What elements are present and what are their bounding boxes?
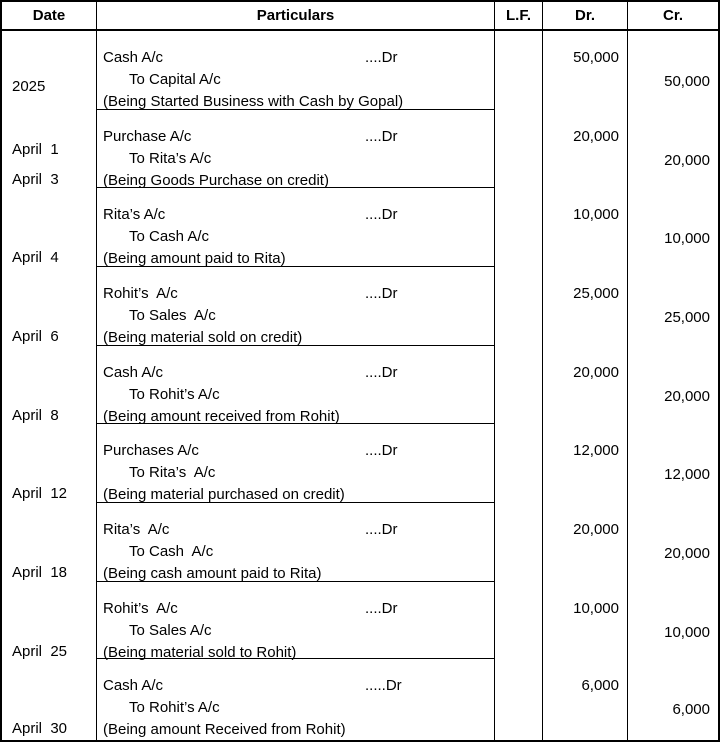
credit-line: To Sales A/c <box>129 307 216 324</box>
credit-line: To Cash A/c <box>129 543 214 560</box>
journal-entry <box>2 188 718 267</box>
date-cell <box>2 346 97 424</box>
entry-date: April 6 <box>12 328 59 345</box>
header-cr: Cr. <box>662 7 683 24</box>
journal-entry <box>2 424 718 503</box>
debit-amount: 25,000 <box>543 267 628 346</box>
narration: (Being amount Received from Rohit) <box>103 721 346 738</box>
debit-account: Cash A/c <box>103 677 164 694</box>
debit-amount: 50,000 <box>543 31 628 110</box>
entry-date: April 12 <box>12 485 68 502</box>
debit-amount: 10,000 <box>543 582 628 659</box>
narration: (Being Started Business with Cash by Gopal) <box>103 93 404 110</box>
dr-suffix: ....Dr <box>365 442 398 459</box>
date-cell <box>2 110 97 188</box>
entry-date: April 30 <box>12 720 68 737</box>
debit-account: Rohit’s A/c <box>103 600 178 617</box>
debit-line <box>103 598 494 620</box>
particulars-cell <box>97 110 495 188</box>
dr-suffix: ....Dr <box>365 49 398 66</box>
particulars-cell <box>97 582 495 659</box>
credit-amount: 10,000 <box>664 624 710 641</box>
particulars-cell <box>97 267 495 346</box>
debit-amount: 20,000 <box>543 503 628 582</box>
dr-suffix: .....Dr <box>365 677 402 694</box>
journal-entry <box>2 659 718 740</box>
dr-suffix: ....Dr <box>365 206 398 223</box>
narration: (Being amount received from Rohit) <box>103 408 340 425</box>
narration: (Being material purchased on credit) <box>103 486 345 503</box>
debit-account: Rita’s A/c <box>103 206 166 223</box>
debit-account: Rohit’s A/c <box>103 285 178 302</box>
header-particulars: Particulars <box>97 2 495 29</box>
entry-date: April 1 <box>12 141 59 158</box>
debit-account: Rita’s A/c <box>103 521 170 538</box>
credit-line: To Rita’s A/c <box>129 464 216 481</box>
lf-cell <box>495 188 543 267</box>
debit-amount: 6,000 <box>543 659 628 740</box>
entry-date: April 25 <box>12 643 68 660</box>
lf-cell <box>495 110 543 188</box>
dr-suffix: ....Dr <box>365 128 398 145</box>
credit-amount: 25,000 <box>664 309 710 326</box>
entry-year: 2025 <box>12 78 46 95</box>
date-cell <box>2 31 97 158</box>
date-cell <box>2 582 97 659</box>
header-lf: L.F. <box>495 2 543 29</box>
debit-line <box>103 126 494 148</box>
credit-line: To Capital A/c <box>129 71 221 88</box>
debit-line <box>103 519 494 541</box>
date-cell <box>2 503 97 582</box>
credit-amount: 20,000 <box>664 388 710 405</box>
date-cell <box>2 188 97 267</box>
debit-account: Purchase A/c <box>103 128 192 145</box>
lf-cell <box>495 346 543 424</box>
lf-cell <box>495 659 543 740</box>
credit-amount: 50,000 <box>664 73 710 90</box>
dr-suffix: ....Dr <box>365 364 398 381</box>
credit-amount: 20,000 <box>664 152 710 169</box>
narration: (Being material sold on credit) <box>103 329 303 346</box>
debit-line <box>103 47 494 69</box>
credit-line: To Cash A/c <box>129 228 210 245</box>
debit-line <box>103 675 494 697</box>
header-dr: Dr. <box>543 2 628 29</box>
particulars-cell <box>97 503 495 582</box>
date-cell <box>2 267 97 346</box>
date-cell <box>2 424 97 503</box>
credit-amount: 12,000 <box>664 466 710 483</box>
debit-line <box>103 362 494 384</box>
narration: (Being Goods Purchase on credit) <box>103 172 329 189</box>
narration: (Being cash amount paid to Rita) <box>103 565 322 582</box>
particulars-cell <box>97 31 495 110</box>
lf-cell <box>495 267 543 346</box>
credit-line: To Rita’s A/c <box>129 150 212 167</box>
credit-amount: 10,000 <box>664 230 710 247</box>
dr-suffix: ....Dr <box>365 600 398 617</box>
debit-account: Purchases A/c <box>103 442 199 459</box>
journal-entry <box>2 110 718 188</box>
entry-date: April 3 <box>12 171 59 188</box>
credit-line: To Rohit’s A/c <box>129 386 220 403</box>
narration: (Being amount paid to Rita) <box>103 250 286 267</box>
particulars-cell <box>97 424 495 503</box>
journal-entry <box>2 267 718 346</box>
journal-entry <box>2 582 718 659</box>
credit-line: To Sales A/c <box>129 622 212 639</box>
journal-entry <box>2 346 718 424</box>
lf-cell <box>495 31 543 110</box>
narration: (Being material sold to Rohit) <box>103 644 297 661</box>
journal-entry <box>2 503 718 582</box>
credit-amount: 6,000 <box>672 701 710 718</box>
debit-line <box>103 204 494 226</box>
header-date: Date <box>2 2 97 29</box>
particulars-cell <box>97 188 495 267</box>
debit-account: Cash A/c <box>103 364 164 381</box>
debit-amount: 12,000 <box>543 424 628 503</box>
particulars-cell <box>97 346 495 424</box>
credit-line: To Rohit’s A/c <box>129 699 220 716</box>
debit-account: Cash A/c <box>103 49 164 66</box>
entry-date: April 8 <box>12 407 59 424</box>
debit-line <box>103 283 494 305</box>
credit-amount: 20,000 <box>664 545 710 562</box>
entry-date: April 4 <box>12 249 59 266</box>
debit-amount: 20,000 <box>543 110 628 188</box>
particulars-cell <box>97 659 495 740</box>
debit-line <box>103 440 494 462</box>
dr-suffix: ....Dr <box>365 521 398 538</box>
date-cell <box>2 659 97 740</box>
lf-cell <box>495 582 543 659</box>
lf-cell <box>495 503 543 582</box>
entry-date: April 18 <box>12 564 68 581</box>
lf-cell <box>495 424 543 503</box>
table-header-row <box>2 2 718 31</box>
debit-amount: 20,000 <box>543 346 628 424</box>
dr-suffix: ....Dr <box>365 285 398 302</box>
debit-amount: 10,000 <box>543 188 628 267</box>
